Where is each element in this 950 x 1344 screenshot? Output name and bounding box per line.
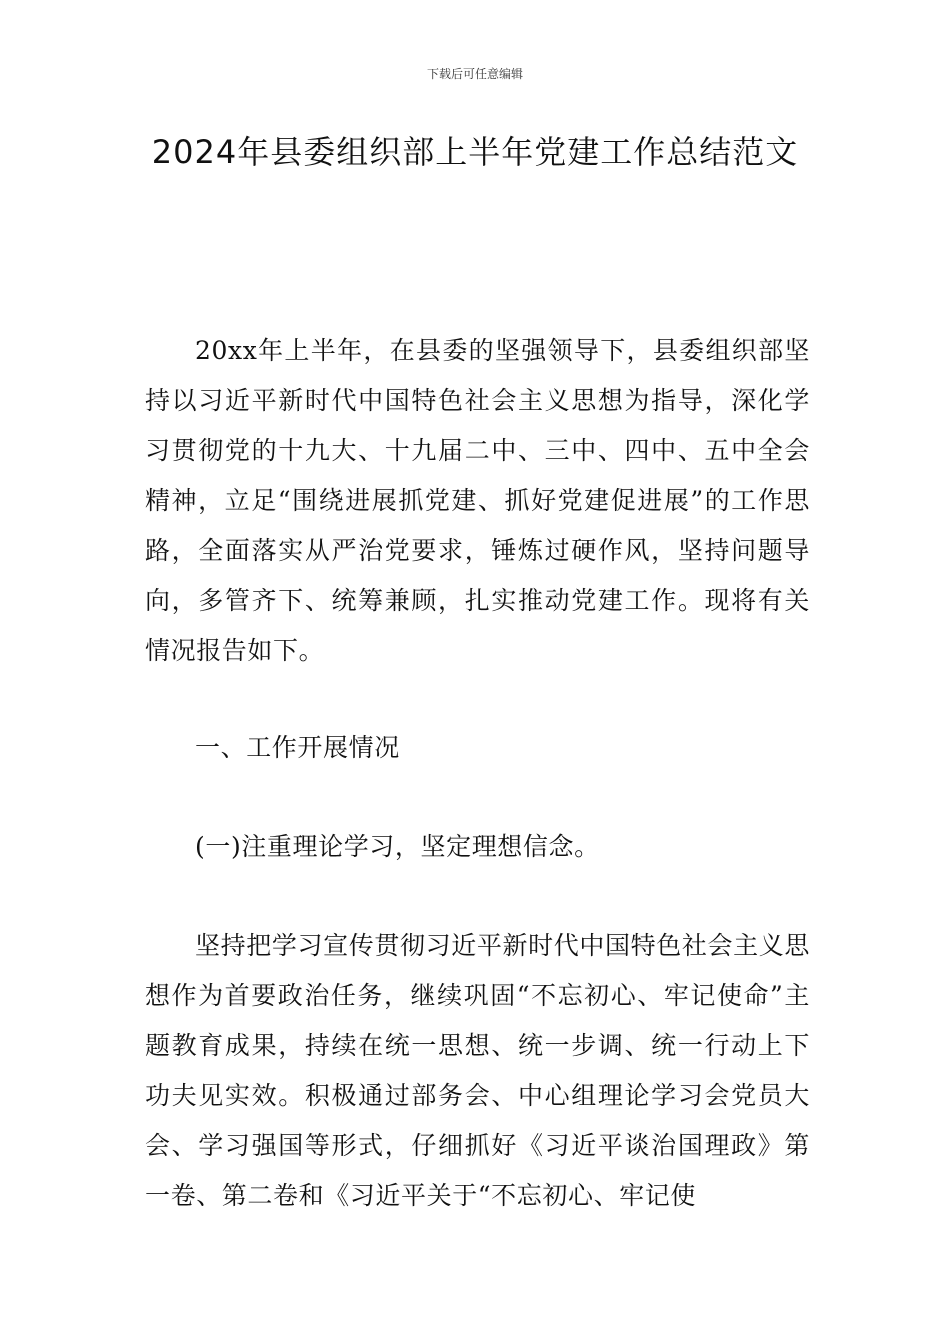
intro-paragraph: 20xx年上半年，在县委的坚强领导下，县委组织部坚持以习近平新时代中国特色社会主义思想为指导，深化学习贯彻党的十九大、十九届二中、三中、四中、五中全会精神，立足“围绕进展抓党建、抓好党建促进展”的工作思路，全面落实从严治党要求，锤炼过硬作风，坚持问题导向，多管齐下、统筹兼顾，扎实推动党建工作。现将有关情况报告如下。 (145, 336, 810, 665)
page-header-note: 下载后可任意编辑 (426, 67, 523, 81)
section-heading: 一、工作开展情况 (195, 733, 400, 762)
subsection-heading: (一)注重理论学习，坚定理想信念。 (195, 832, 600, 861)
body-paragraph: 坚持把学习宣传贯彻习近平新时代中国特色社会主义思想作为首要政治任务，继续巩固“不忘初心、牢记使命”主题教育成果，持续在统一思想、统一步调、统一行动上下功夫见实效。积极通过部务会、中心组理论学习会党员大会、学习强国等形式，仔细抓好《习近平谈治国理政》第一卷、第二卷和《习近平关于“不忘初心、牢记使 (145, 931, 810, 1210)
document-title: 2024年县委组织部上半年党建工作总结范文 (151, 133, 799, 171)
